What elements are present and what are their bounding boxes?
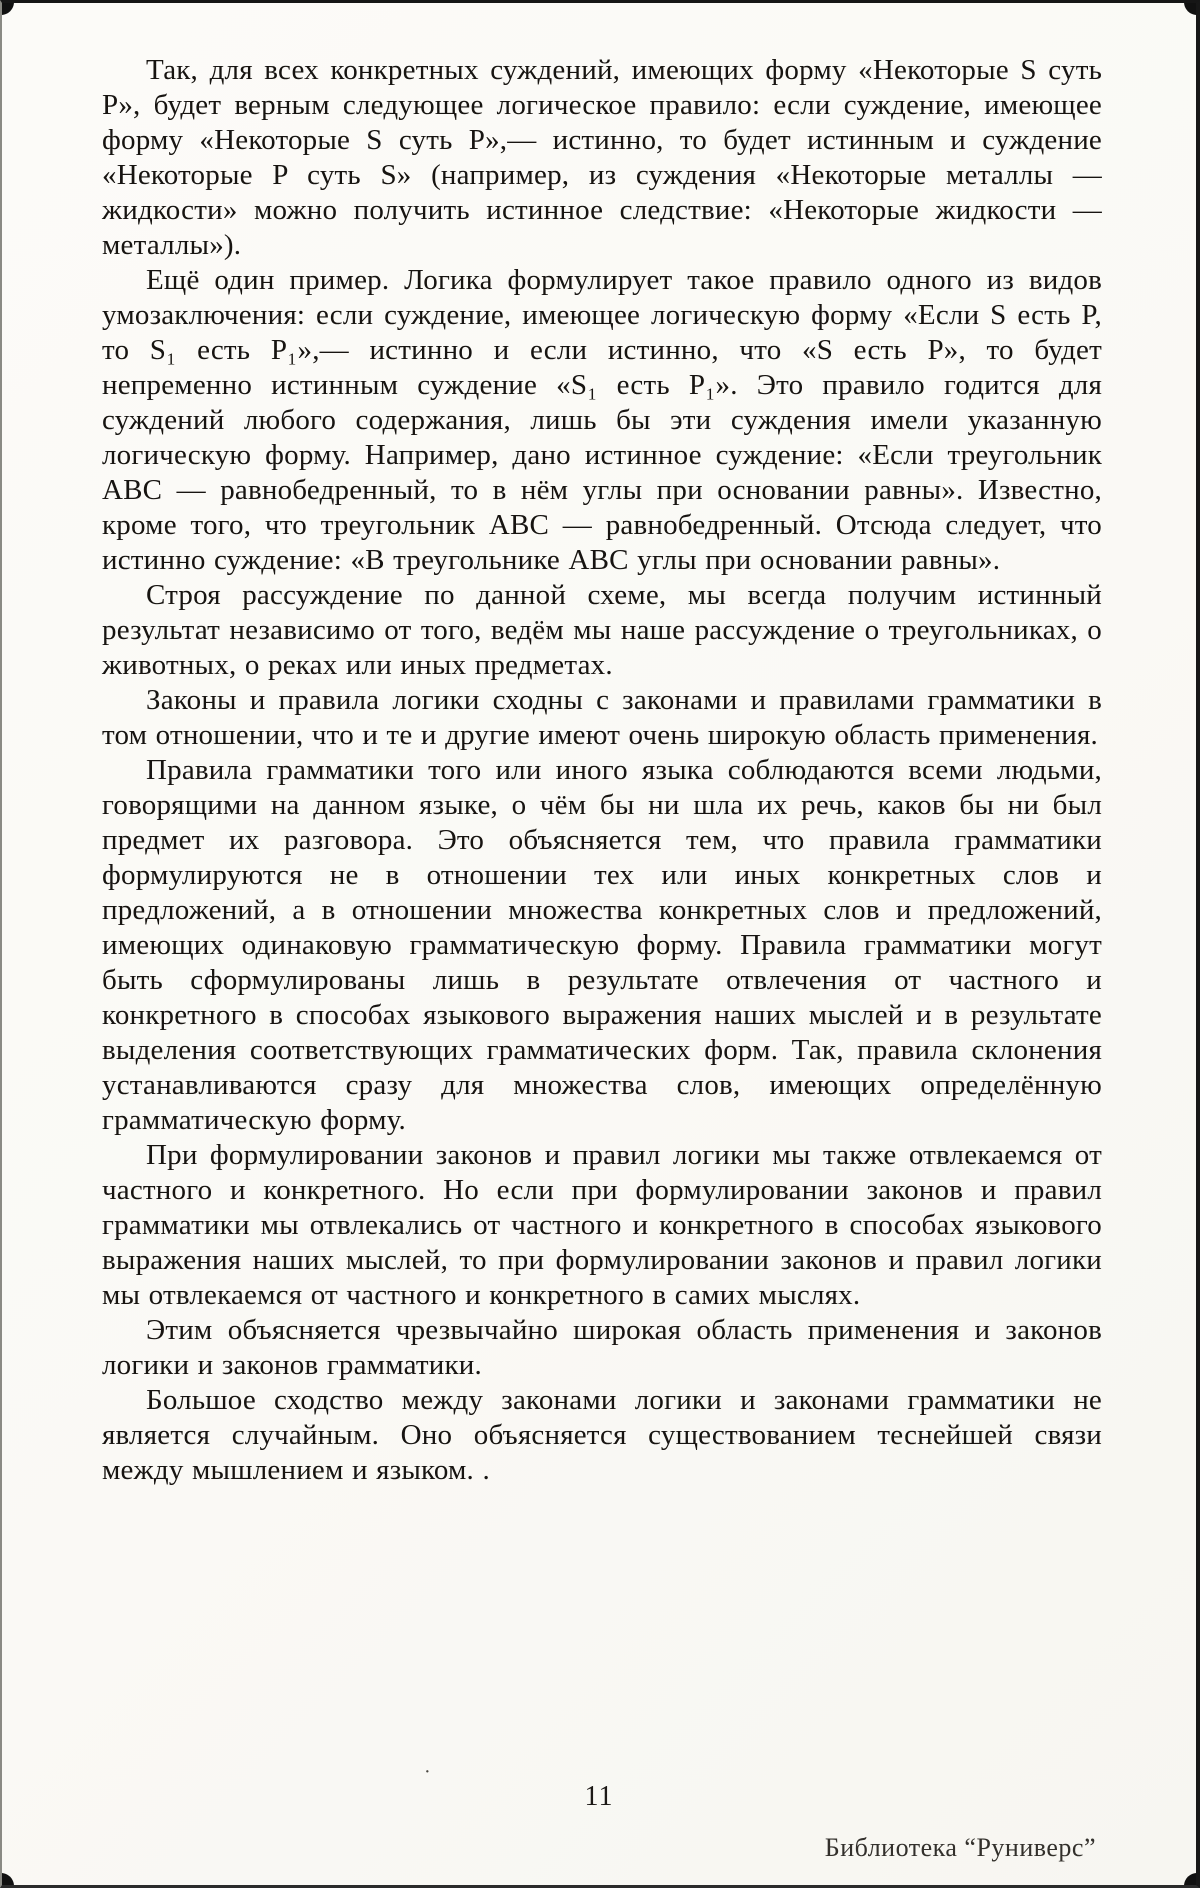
scan-corner-bottom-right — [1184, 1873, 1200, 1888]
paragraph-1: Так, для всех конкретных суждений, имеющих форму «Некоторые S суть P», будет верным следующее логическое правило: если суждение, имеющее форму «Некоторые S суть P»,— истинно, то будет истинным и суждение «Некоторые P суть S» (например, из суждения «Некоторые металлы — жидкости» можно получить истинное следствие: «Некоторые жидкости — металлы»). — [102, 54, 1102, 261]
paragraph-3: Строя рассуждение по данной схеме, мы всегда получим истинный результат независимо от того, ведём мы наше рассуждение о треугольниках, о животных, о реках или иных предметах. — [102, 579, 1102, 681]
page-text-block — [102, 53, 1102, 1488]
paragraph-7: Этим объясняется чрезвычайно широкая область применения и законов логики и законов грамматики. — [102, 1314, 1102, 1381]
paragraph-6: При формулировании законов и правил логики мы также отвлекаемся от частного и конкретного. Но если при формулировании законов и правил грамматики мы отвлекались от частного и конкретного в способах языкового выражения наших мыслей, то при формулировании законов и правил логики мы отвлекаемся от частного и конкретного в самих мыслях. — [102, 1139, 1102, 1311]
paragraph-8: Большое сходство между законами логики и законами грамматики не является случайным. Оно объясняется существованием теснейшей связи между мышлением и языком. . — [102, 1384, 1102, 1486]
paragraph-4: Законы и правила логики сходны с законами и правилами грамматики в том отношении, что и те и другие имеют очень широкую область применения. — [102, 684, 1102, 751]
paragraph-2: Ещё один пример. Логика формулирует такое правило одного из видов умозаключения: если суждение, имеющее логическую форму «Если S есть P, то S₁ есть P₁»,— истинно и если истинно, что «S есть P», то будет непременно истинным суждение «S₁ есть P₁». Это правило годится для суждений любого содержания, лишь бы эти суждения имели указанную логическую форму. Например, дано истинное суждение: «Если треугольник ABC — равнобедренный, то в нём углы при основании равны». Известно, кроме того, что треугольник ABC — равнобедренный. Отсюда следует, что истинно суждение: «В треугольнике ABC углы при основании равны». — [102, 264, 1102, 576]
library-watermark: Библиотека “Руниверс” — [824, 1833, 1096, 1862]
page-number: 11 — [584, 1781, 614, 1812]
scan-stray-mark: · — [424, 1761, 431, 1783]
scan-corner-top-right — [1184, 0, 1200, 15]
scan-corner-bottom-left — [0, 1873, 14, 1888]
scan-corner-top-left — [0, 0, 14, 15]
paragraph-5: Правила грамматики того или иного языка соблюдаются всеми людьми, говорящими на данном языке, о чём бы ни шла их речь, каков бы ни был предмет их разговора. Это объясняется тем, что правила грамматики формулируются не в отношении тех или иных конкретных слов и предложений, а в отношении множества конкретных слов и предложений, имеющих одинаковую грамматическую форму. Правила грамматики могут быть сформулированы лишь в результате отвлечения от частного и конкретного в способах языкового выражения наших мыслей и в результате выделения соответствующих грамматических форм. Так, правила склонения устанавливаются сразу для множества слов, имеющих определённую грамматическую форму. — [102, 754, 1102, 1136]
